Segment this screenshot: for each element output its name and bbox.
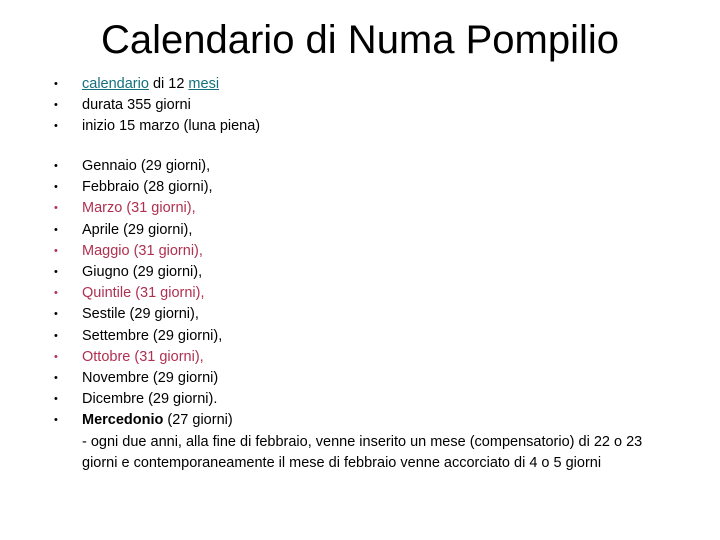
month-text: Settembre (29 giorni), [82,327,223,344]
mercedonio-note: - ogni due anni, alla fine di febbraio, venne inserito un mese (compensatorio) di 22 o 23 giorni e contemporaneamente il mese di febbraio venne accorciato di 4 o 5 giorni [82,433,643,471]
bullet-icon: • [54,329,58,342]
month-text: Quintile (31 giorni), [82,285,205,302]
month-text: Giugno (29 giorni), [82,264,203,281]
bullet-icon: • [54,78,58,90]
month-text: Maggio (31 giorni), [82,242,203,259]
bullet-icon: • [54,350,58,363]
month-item [52,156,662,177]
month-text: Aprile (29 giorni), [82,221,193,238]
bullet-icon: • [54,244,58,257]
month-item [52,347,662,368]
month-item [52,389,662,410]
month-item [52,262,662,283]
month-text: Dicembre (29 giorni). [82,391,218,408]
month-item [52,283,662,304]
list-item [52,74,260,95]
bullet-icon: • [54,120,58,133]
duration-text: durata 355 giorni [82,97,191,114]
month-text: Febbraio (28 giorni), [82,179,213,196]
bullet-icon: • [54,393,58,406]
month-item [52,304,662,325]
mesi-link[interactable]: mesi [188,76,220,92]
list-item [52,95,260,116]
month-item [52,177,662,198]
bullet-icon: • [54,308,58,321]
bullet-icon: • [54,160,58,172]
bullet-icon: • [54,202,58,215]
intro-list [52,74,260,138]
list-item [52,116,260,137]
bullet-icon: • [54,99,58,112]
month-item [52,220,662,241]
month-item [52,368,662,389]
month-text: Gennaio (29 giorni), [82,158,211,174]
month-text: Marzo (31 giorni), [82,200,196,217]
month-item [52,241,662,262]
bullet-icon: • [54,287,58,300]
bullet-icon: • [54,223,58,236]
month-text: Ottobre (31 giorni), [82,348,204,365]
slide-title: Calendario di Numa Pompilio [100,18,620,62]
months-list [52,156,662,474]
month-text: Novembre (29 giorni) [82,370,219,387]
start-text: inizio 15 marzo (luna piena) [82,118,261,135]
bullet-icon: • [54,181,58,194]
calendario-link[interactable]: calendario [82,76,149,92]
intro-text: di 12 [148,76,189,92]
bullet-icon: • [54,372,58,385]
mercedonio-name: Mercedonio [82,412,164,429]
bullet-icon: • [54,266,58,279]
bullet-icon: • [54,414,58,427]
month-item [52,326,662,347]
month-item [52,198,662,219]
month-text: Sestile (29 giorni), [82,306,199,323]
mercedonio-days: (27 giorni) [163,412,233,429]
mercedonio-item [52,410,662,474]
